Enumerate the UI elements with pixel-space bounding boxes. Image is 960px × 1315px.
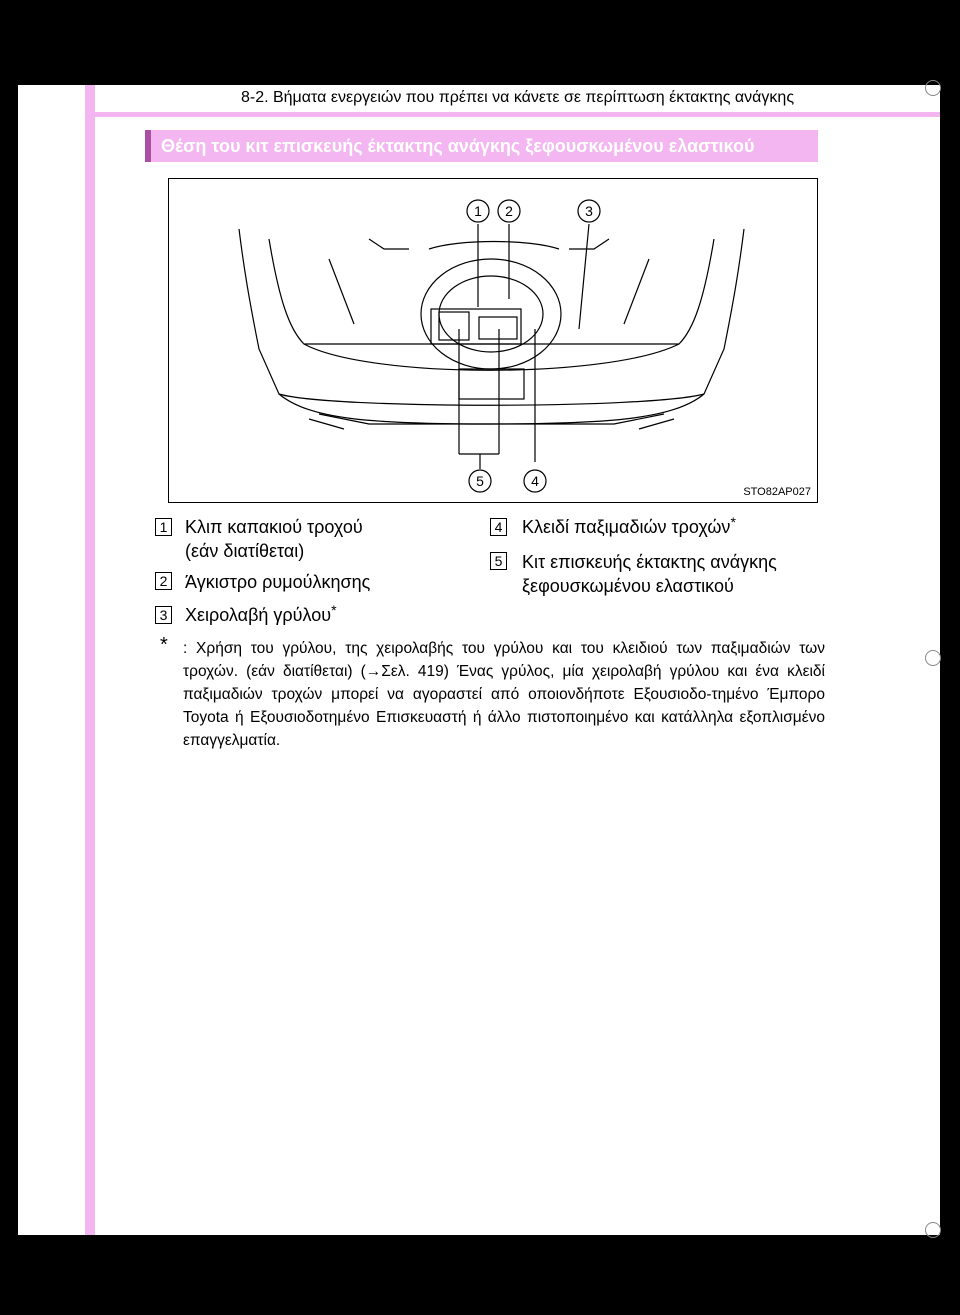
footnote — [160, 634, 825, 752]
legend-item-1-line1: Κλιπ καπακιού τροχού — [185, 517, 363, 537]
legend-item-2-line1: Άγκιστρο ρυμούλκησης — [185, 572, 371, 592]
callout-5-label: 5 — [476, 473, 484, 489]
legend-num-5: 5 — [490, 552, 507, 570]
trunk-drawing — [169, 179, 817, 502]
legend-item-4-star: * — [730, 514, 736, 530]
callout-1-label: 1 — [474, 203, 482, 219]
legend-item-2 — [185, 570, 370, 594]
callout-2-label: 2 — [505, 203, 513, 219]
registration-mark-icon — [925, 650, 941, 666]
margin-accent-bar — [85, 85, 95, 1235]
chapter-header: 8-2. Βήματα ενεργειών που πρέπει να κάνετε σε περίπτωση έκτακτης ανάγκης — [240, 89, 795, 106]
figure-code: STO82AP027 — [743, 486, 811, 498]
footnote-mark: * — [160, 634, 168, 656]
header-rule — [85, 112, 940, 117]
crop-mark-icon — [925, 1222, 941, 1238]
legend-item-3-star: * — [331, 602, 337, 618]
trunk-illustration — [168, 178, 818, 503]
footnote-text: : Χρήση του γρύλου, της χειρολαβής του γρύλου και του κλειδιού των παξιμαδιών των τροχών. (εάν διατίθεται) (→Σελ. 419) Ένας γρύλος, μία χειρολαβή γρύλου και ένα κλειδί παξιμαδιών τροχών μπορεί να αγοραστεί από οποιονδήποτε Εξουσιοδο-τημένο Έμπορο Toyota ή Εξουσιοδοτημένο Επισκευαστή ή άλλο πιστοποιημένο και κατάλληλα εξοπλισμένο επαγγελματία. — [183, 640, 825, 749]
legend-item-5-line2: ξεφουσκωμένου ελαστικού — [522, 576, 734, 596]
legend-item-4-line1: Κλειδί παξιμαδιών τροχών — [522, 517, 731, 537]
crop-mark-icon — [925, 80, 941, 96]
callout-4-label: 4 — [531, 473, 539, 489]
legend-item-3 — [185, 603, 337, 627]
callout-3-label: 3 — [585, 203, 593, 219]
legend-item-1-line2: (εάν διατίθεται) — [185, 541, 305, 561]
legend-item-5 — [522, 550, 777, 598]
section-title: Θέση του κιτ επισκευής έκτακτης ανάγκης ξεφουσκωμένου ελαστικού — [145, 130, 818, 162]
legend-item-4 — [522, 515, 736, 539]
legend-num-4: 4 — [490, 518, 507, 536]
legend-num-2: 2 — [155, 572, 172, 590]
legend-num-3: 3 — [155, 606, 172, 624]
legend-item-1 — [185, 515, 363, 563]
legend-item-3-line1: Χειρολαβή γρύλου — [185, 605, 332, 625]
legend-item-5-line1: Κιτ επισκευής έκτακτης ανάγκης — [522, 552, 777, 572]
legend-num-1: 1 — [155, 518, 172, 536]
